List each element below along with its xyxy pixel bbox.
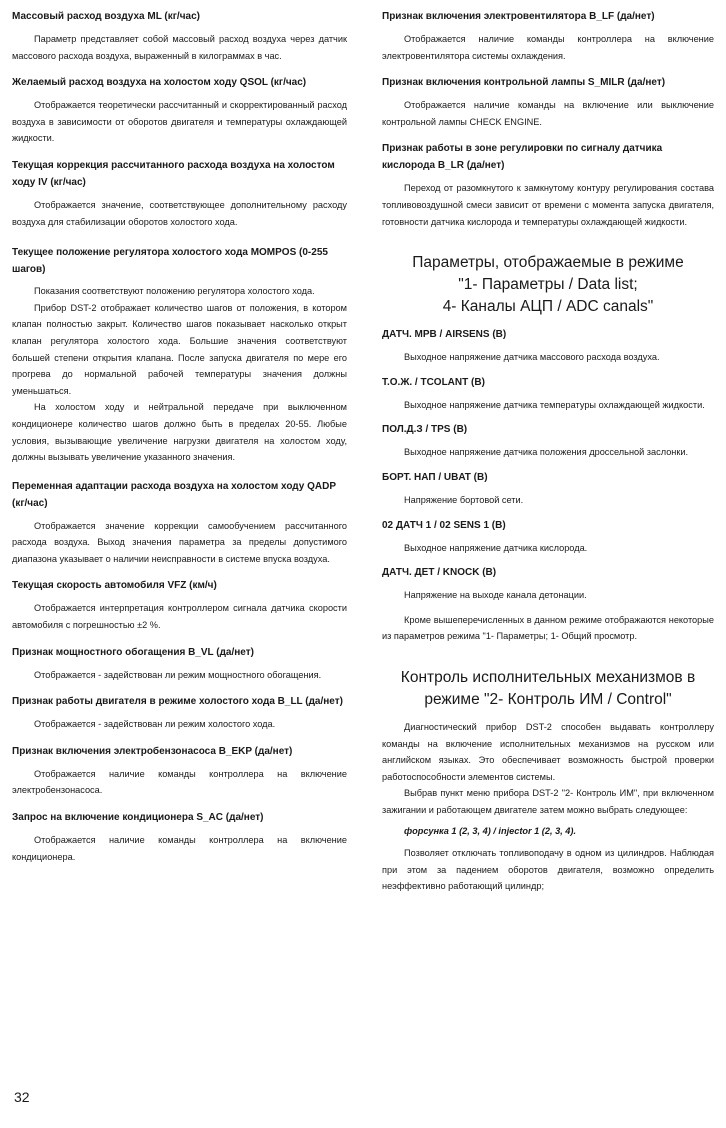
control-section-body	[382, 719, 714, 895]
param-heading: Желаемый расход воздуха на холостом ходу QSOL (кг/час)	[12, 77, 307, 89]
param-text: Отображается теоретически рассчитанный и скорректированный расход воздуха в зависимости от оборотов двигателя и температуры охлаждающей жидкости.	[12, 100, 347, 144]
injector-option: форсунка 1 (2, 3, 4) / injector 1 (2, 3, 4).	[404, 826, 577, 837]
param-text: Отображается наличие команды контроллера на включение электробензонасоса.	[12, 768, 347, 796]
param-heading: Массовый расход воздуха ML (кг/час)	[12, 11, 200, 22]
adc-item	[382, 469, 714, 509]
section-title-control	[382, 667, 714, 711]
param-text: Отображается - задействован ли режим холостого хода.	[34, 719, 276, 730]
adc-text: Напряжение бортовой сети.	[404, 494, 524, 505]
adc-item	[382, 326, 714, 366]
param-text: Отображается интерпретация контроллером сигнала датчика скорости автомобиля с погрешностью ±2 %.	[12, 603, 347, 631]
param-b-vl	[12, 644, 347, 684]
section-title-line: 4- Каналы АЦП / ADC canals"	[442, 298, 654, 316]
param-heading: Признак мощностного обогащения B_VL (да/нет)	[12, 646, 254, 658]
page-number: 32	[14, 1089, 30, 1105]
param-mompos	[12, 244, 347, 466]
adc-heading: ДАТЧ. ДЕТ / KNOCK (В)	[382, 567, 497, 579]
right-column	[382, 8, 714, 895]
section-title-line: "1- Параметры / Data list;	[458, 276, 638, 294]
param-text: Переход от разомкнутого к замкнутому контуру регулирования состава топливовоздушной смеси зависит от времени с момента запуска двигателя, готовности датчика кислорода и температуры охлаждающей жидкости.	[382, 183, 714, 227]
adc-list	[382, 326, 714, 645]
param-text: Отображается наличие команды контроллера на включение кондиционера.	[12, 835, 347, 862]
adc-heading: БОРТ. НАП / UBAT (В)	[382, 471, 488, 483]
param-text: Отображается значение коррекции самообучением рассчитанного расхода воздуха. Выход значения параметра за пределы допустимого диапазона указывает о наличии неисправности в системе впуска воздуха.	[12, 520, 347, 564]
param-heading: Текущая коррекция рассчитанного расхода воздуха на холостом ходу IV (кг/час)	[12, 159, 335, 188]
param-b-ekp	[12, 743, 347, 799]
param-qsol	[12, 74, 347, 147]
param-vfz	[12, 577, 347, 633]
adc-note: Кроме вышеперечисленных в данном режиме отображаются некоторые из параметров режима "1- Параметры; 1- Общий просмотр.	[382, 614, 714, 642]
param-s-milr	[382, 74, 714, 130]
control-paragraph: Диагностический прибор DST-2 способен выдавать контроллеру команды на включение исполнительных механизмов на русском или английском языках. Это обеспечивает возможность быстрой проверки работоспособности элементов системы.	[382, 721, 714, 782]
section-title-adc	[382, 252, 714, 318]
param-heading: Запрос на включение кондиционера S_AC (да/нет)	[12, 812, 264, 824]
adc-item	[382, 564, 714, 604]
param-heading: Переменная адаптации расхода воздуха на холостом ходу QADP (кг/час)	[12, 480, 336, 509]
adc-text: Выходное напряжение датчика температуры охлаждающей жидкости.	[404, 399, 705, 410]
param-iv	[12, 157, 347, 230]
param-heading: Текущее положение регулятора холостого хода MOMPOS (0-255 шагов)	[12, 247, 328, 276]
param-text: Отображается наличие команды контроллера на включение электровентилятора системы охлаждения.	[382, 34, 714, 61]
param-qadp	[12, 478, 347, 568]
param-heading: Признак включения электровентилятора B_LF (да/нет)	[382, 11, 655, 22]
adc-text: Выходное напряжение датчика положения дроссельной заслонки.	[404, 447, 689, 458]
section-title-line: Контроль исполнительных механизмов в	[400, 668, 696, 686]
param-heading: Признак включения электробензонасоса B_EKP (да/нет)	[12, 745, 293, 757]
adc-item	[382, 421, 714, 461]
param-heading: Признак включения контрольной лампы S_MILR (да/нет)	[382, 77, 666, 89]
adc-heading: ПОЛ.Д.З / TPS (В)	[382, 424, 468, 436]
adc-text: Выходное напряжение датчика кислорода.	[404, 542, 588, 553]
param-ml	[12, 8, 347, 64]
param-heading: Текущая скорость автомобиля VFZ (км/ч)	[12, 580, 217, 592]
param-b-ll	[12, 693, 347, 733]
param-b-lr	[382, 140, 714, 230]
param-text: На холостом ходу и нейтральной передаче при выключенном кондиционере количество шагов должно быть в пределах 20-55. Любые условия, вызывающие увеличение нагрузки двигателя на холостом ходу, должны вызывать увеличение указанного значения.	[12, 402, 347, 463]
section-title-line: Параметры, отображаемые в режиме	[412, 254, 684, 272]
param-heading: Признак работы в зоне регулировки по сигналу датчика кислорода B_LR (да/нет)	[382, 143, 663, 172]
adc-text: Напряжение на выходе канала детонации.	[404, 590, 587, 601]
adc-text: Выходное напряжение датчика массового расхода воздуха.	[404, 352, 660, 363]
adc-heading: 02 ДАТЧ 1 / 02 SENS 1 (В)	[382, 519, 506, 531]
adc-item	[382, 517, 714, 557]
left-column	[12, 8, 347, 865]
param-b-lf	[382, 8, 714, 64]
param-text: Отображается - задействован ли режим мощностного обогащения.	[34, 669, 322, 680]
adc-heading: ДАТЧ. МРВ / AIRSENS (В)	[382, 329, 507, 341]
section-title-line: режиме "2- Контроль ИМ / Control"	[424, 690, 672, 708]
param-text: Отображается наличие команды на включение или выключение контрольной лампы CHECK ENGINE.	[382, 100, 714, 127]
param-text: Параметр представляет собой массовый расход воздуха через датчик массового расхода воздуха, выраженный в килограммах в час.	[12, 34, 347, 61]
control-paragraph: Выбрав пункт меню прибора DST-2 "2- Контроль ИМ", при включенном зажигании и работающем двигателе затем можно выбрать следующее:	[382, 788, 714, 815]
param-text: Отображается значение, соответствующее дополнительному расходу воздуха для стабилизации оборотов холостого хода.	[12, 199, 347, 227]
param-heading: Признак работы двигателя в режиме холостого хода B_LL (да/нет)	[12, 696, 343, 708]
param-text: Показания соответствуют положению регулятора холостого хода.	[34, 286, 315, 297]
control-paragraph: Позволяет отключать топливоподачу в одном из цилиндров. Наблюдая при этом за падением оборотов двигателя, возможно определить неэффективно работающий цилиндр;	[382, 848, 714, 892]
param-s-ac	[12, 809, 347, 865]
adc-heading: Т.О.Ж. / TCOLANT (В)	[382, 376, 485, 388]
adc-item	[382, 374, 714, 414]
param-text: Прибор DST-2 отображает количество шагов от положения, в котором клапан полностью закрыт. Количество шагов показывает насколько открыт клапан регулятора холостого хода. Большие значения соответствуют большей степени открытия клапана. После запуска двигателя по мере его прогрева до нормальной рабочей температуры значения должны уменьшаться.	[12, 302, 347, 396]
